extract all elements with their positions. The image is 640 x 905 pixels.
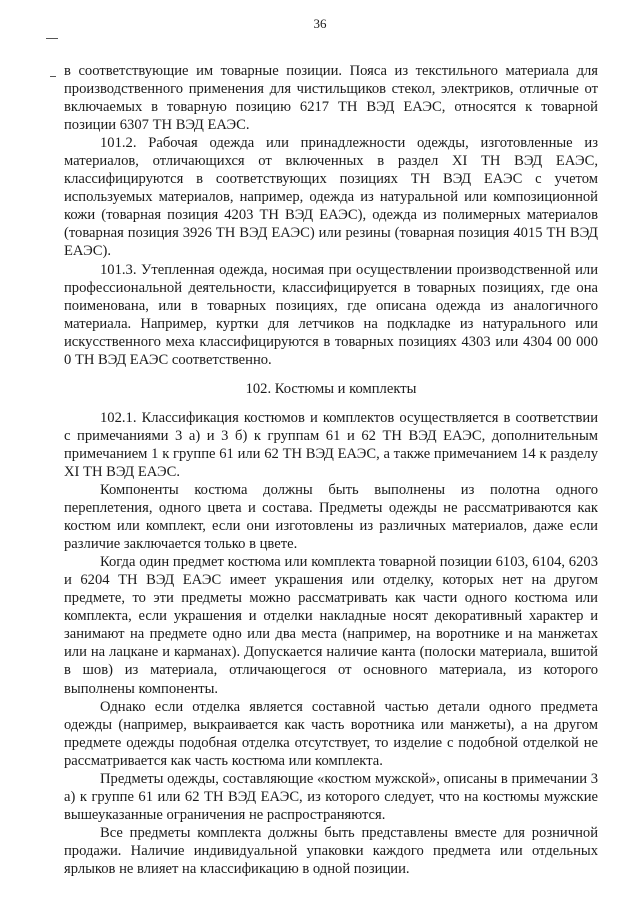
paragraph-101-3: 101.3. Утепленная одежда, носимая при осуществлении производственной или профессиональной деятельности, классифицируется в товарных позициях, где она поименована, или в товарных позициях, где описана одежда из аналогичного материала. Например, куртки для летчиков на подкладке из натурального или искусственного меха классифицируются в товарных позициях 4303 или 4304 00 000 0 ТН ВЭД ЕАЭС соответственно. <box>64 261 598 368</box>
paragraph-continuation: в соответствующие им товарные позиции. Пояса из текстильного материала для производственного применения для чистильщиков стекол, электриков, отличные от включаемых в товарную позицию 6217 ТН ВЭД ЕАЭС, относятся к товарной позиции 6307 ТН ВЭД ЕАЭС. <box>64 63 598 134</box>
scan-mark-top <box>46 38 58 39</box>
document-body <box>64 62 598 878</box>
paragraph-components: Компоненты костюма должны быть выполнены из полотна одного переплетения, одного цвета и состава. Предметы одежды не рассматриваются как костюм или комплект, если они изготовлены из различных материалов, даже если различие заключается только в цвете. <box>64 481 598 553</box>
paragraph-mens-suit: Предметы одежды, составляющие «костюм мужской», описаны в примечании 3 а) к группе 61 или 62 ТН ВЭД ЕАЭС, из которого следует, что на костюмы мужские вышеуказанные ограничения не распространяются. <box>64 770 598 823</box>
paragraph-retail: Все предметы комплекта должны быть представлены вместе для розничной продажи. Наличие индивидуальной упаковки каждого предмета или отдельных ярлыков не влияет на классификацию в одной позиции. <box>64 824 598 877</box>
page-number: 36 <box>313 16 327 31</box>
paragraph-decoration: Когда один предмет костюма или комплекта товарной позиции 6103, 6104, 6203 и 6204 ТН ВЭД ЕАЭС имеет украшения или отделку, которых нет на другом предмете, то эти предметы можно рассматривать как части одного костюма или комплекта, если украшения и отделки накладные носят декоративный характер и занимают на предмете одно или два места (например, на воротнике и на манжетах или на лацкане и карманах). Допускается наличие канта (полоски материала, вшитой в шов) из материала, отличающегося от основного материала, из которого выполнены компоненты. <box>64 554 598 697</box>
paragraph-101-2: 101.2. Рабочая одежда или принадлежности одежды, изготовленные из материалов, отличающихся от включенных в раздел XI ТН ВЭД ЕАЭС, классифицируются в соответствующих позициях ТН ВЭД ЕАЭС с учетом используемых материалов, например, одежда из натуральной или композиционной кожи (товарная позиция 4203 ТН ВЭД ЕАЭС), одежда из полимерных материалов (товарная позиция 3926 ТН ВЭД ЕАЭС) или резины (товарная позиция 4015 ТН ВЭД ЕАЭС). <box>64 135 598 260</box>
scan-mark-margin <box>50 76 56 77</box>
paragraph-102-1: 102.1. Классификация костюмов и комплектов осуществляется в соответствии с примечаниями 3 а) и 3 б) к группам 61 и 62 ТН ВЭД ЕАЭС, дополнительным примечанием 1 к группе 61 или 62 ТН ВЭД ЕАЭС, а также примечанием 14 к разделу XI ТН ВЭД ЕАЭС. <box>64 409 598 480</box>
section-heading: 102. Костюмы и комплекты <box>245 380 417 397</box>
paragraph-however: Однако если отделка является составной частью детали одного предмета одежды (например, выкраивается как часть воротника или манжеты), а на другом предмете одежды подобная отделка отсутствует, то изделие с подобной отделкой не рассматривается как часть костюма или комплекта. <box>64 698 598 769</box>
